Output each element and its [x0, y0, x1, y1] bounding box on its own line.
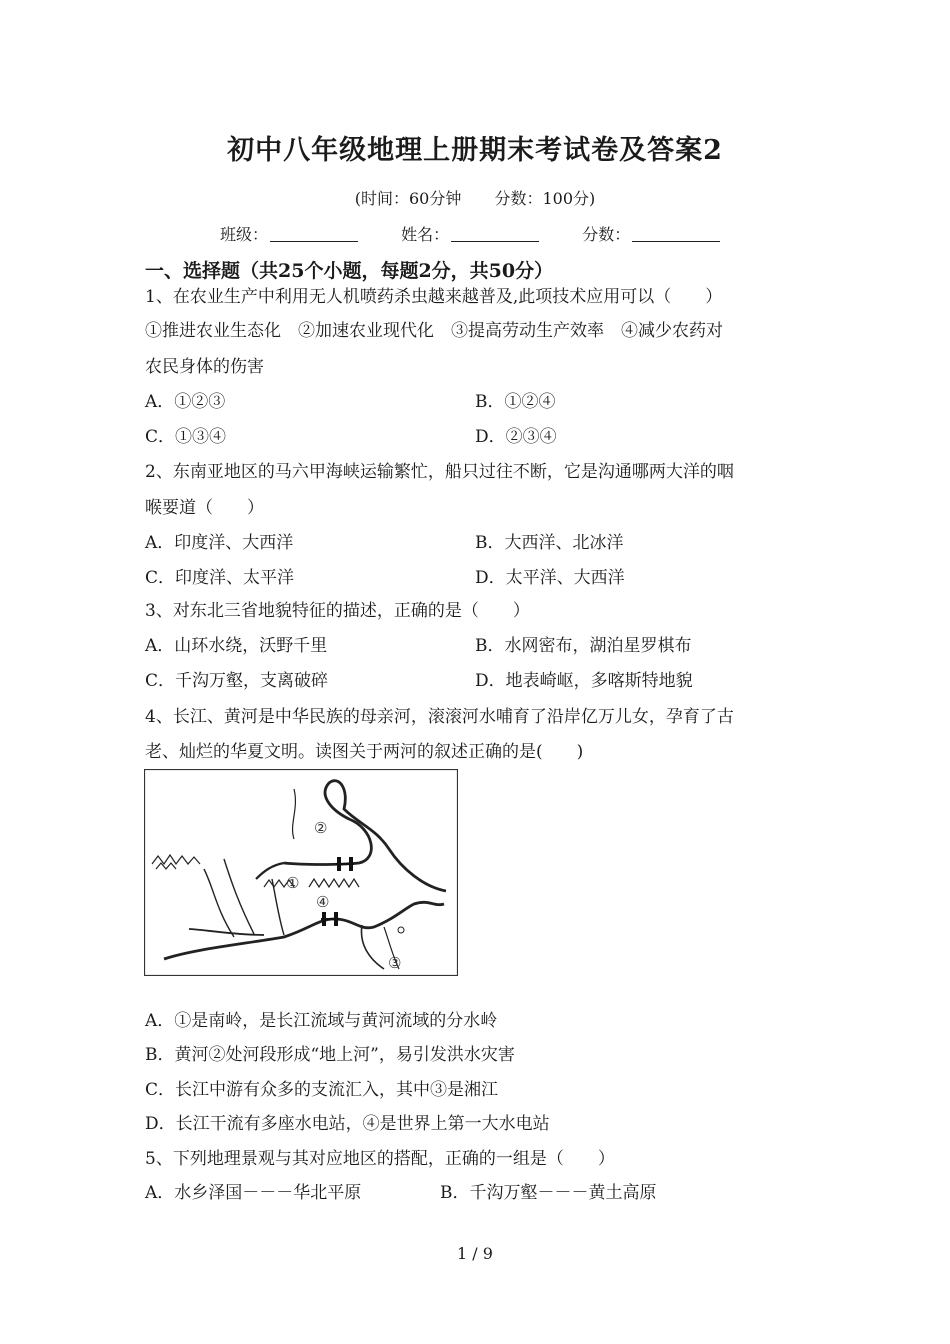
- q2-option-d: D．太平洋、大西洋: [475, 568, 625, 588]
- q3-option-b: B．水网密布，湖泊星罗棋布: [475, 636, 692, 656]
- class-field: [220, 222, 358, 245]
- q4-option-b: B．黄河②处河段形成“地上河”，易引发洪水灾害: [145, 1045, 515, 1065]
- student-fields: [220, 222, 758, 245]
- q2-option-b: B．大西洋、北冰洋: [475, 533, 624, 553]
- q1-option-b: B．①②④: [475, 392, 556, 412]
- q2-option-c: C．印度洋、太平洋: [145, 568, 295, 588]
- q2-stem-line2: 喉要道（ ）: [145, 498, 264, 518]
- page-number: 1 / 9: [457, 1244, 493, 1263]
- map-label-3: ③: [388, 954, 402, 972]
- q2-option-a: A．印度洋、大西洋: [145, 533, 294, 553]
- score-label: 分数：: [582, 225, 631, 244]
- q4-stem-line2: 老、灿烂的华夏文明。读图关于两河的叙述正确的是( ): [145, 742, 584, 762]
- q4-stem: 4、长江、黄河是中华民族的母亲河，滚滚河水哺育了沿岸亿万儿女，孕育了古: [145, 707, 734, 727]
- class-blank: [270, 227, 358, 242]
- q3-option-a: A．山环水绕，沃野千里: [145, 636, 328, 656]
- q3-option-c: C．千沟万壑，支离破碎: [145, 671, 329, 691]
- lake-marker: [398, 927, 404, 933]
- section-heading: 一、选择题（共25个小题，每题2分，共50分）: [145, 260, 554, 282]
- q3-stem: 3、对东北三省地貌特征的描述，正确的是（ ）: [145, 601, 530, 621]
- q2-stem: 2、东南亚地区的马六甲海峡运输繁忙，船只过往不断，它是沟通哪两大洋的咽: [145, 462, 734, 482]
- name-label: 姓名：: [401, 225, 450, 244]
- q4-option-a: A．①是南岭，是长江流域与黄河流域的分水岭: [145, 1011, 498, 1031]
- exam-total-score: 分数：100分): [494, 189, 596, 208]
- q4-option-c: C．长江中游有众多的支流汇入，其中③是湘江: [145, 1080, 499, 1100]
- class-label: 班级：: [220, 225, 269, 244]
- map-label-2: ②: [314, 819, 328, 837]
- map-label-1: ①: [286, 874, 300, 892]
- score-field: [582, 222, 720, 245]
- q3-option-d: D．地表崎岖，多喀斯特地貌: [475, 671, 693, 691]
- q5-stem: 5、下列地理景观与其对应地区的搭配，正确的一组是（ ）: [145, 1149, 615, 1169]
- q5-option-a: A．水乡泽国－－－华北平原: [145, 1183, 362, 1203]
- q1-stem-line3: 农民身体的伤害: [145, 357, 264, 377]
- q1-option-d: D．②③④: [475, 427, 557, 447]
- q4-option-d: D．长江干流有多座水电站，④是世界上第一大水电站: [145, 1114, 550, 1134]
- q1-option-a: A．①②③: [145, 392, 226, 412]
- map-label-4: ④: [316, 893, 330, 911]
- exam-meta: [0, 186, 950, 209]
- q5-option-b: B．千沟万壑－－－黄土高原: [440, 1183, 657, 1203]
- score-blank: [632, 227, 720, 242]
- q1-stem-line2: ①推进农业生态化 ②加速农业现代化 ③提高劳动生产效率 ④减少农药对: [145, 321, 723, 341]
- page-title: 初中八年级地理上册期末考试卷及答案2: [227, 135, 723, 166]
- rivers-map-figure: [144, 769, 458, 976]
- q1-stem: 1、在农业生产中利用无人机喷药杀虫越来越普及,此项技术应用可以（ ）: [145, 287, 723, 307]
- name-field: [401, 222, 539, 245]
- exam-time: (时间：60分钟: [354, 189, 462, 208]
- q1-option-c: C．①③④: [145, 427, 227, 447]
- name-blank: [451, 227, 539, 242]
